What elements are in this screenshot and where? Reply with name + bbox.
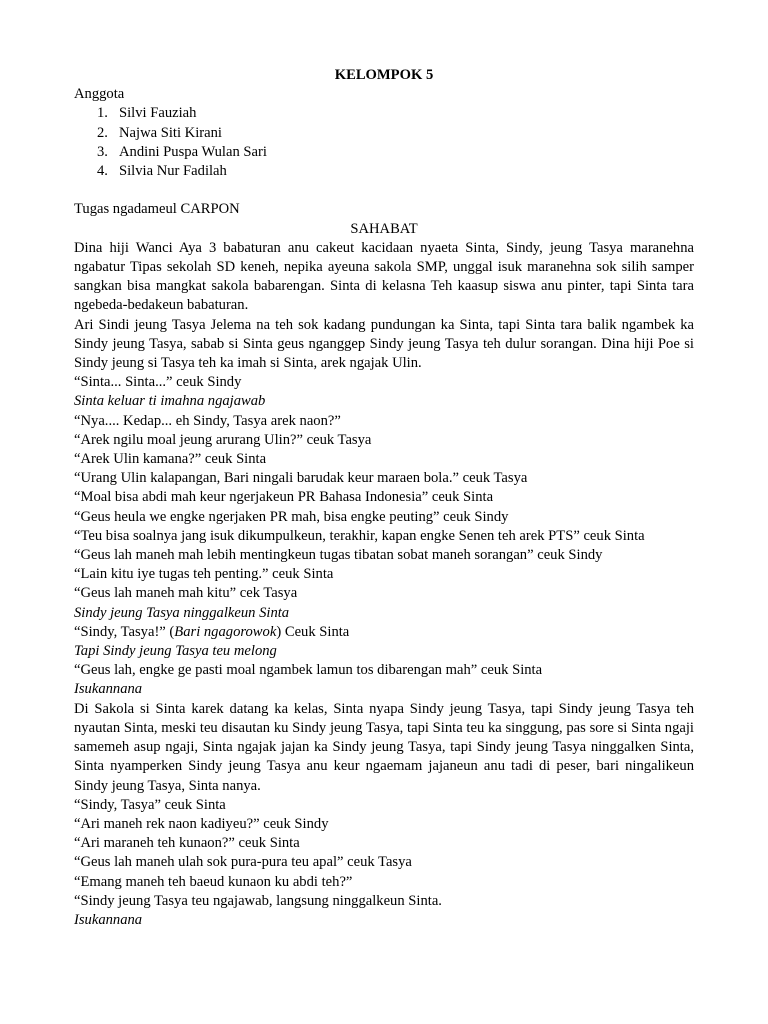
dialogue-line: “Lain kitu iye tugas teh penting.” ceuk Sinta <box>74 566 334 583</box>
dialogue-part: ) Ceuk Sinta <box>276 623 350 640</box>
member-item <box>74 104 694 123</box>
member-name: Silvia Nur Fadilah <box>119 163 227 180</box>
members-list <box>74 104 694 181</box>
dialogue-line: “Urang Ulin kalapangan, Bari ningali barudak keur maraen bola.” ceuk Tasya <box>74 470 528 487</box>
dialogue-line: “Ari maraneh teh kunaon?” ceuk Sinta <box>74 835 300 852</box>
dialogue-line: “Emang maneh teh baeud kunaon ku abdi teh?” <box>74 873 353 890</box>
dialogue-line: “Geus lah, engke ge pasti moal ngambek lamun tos dibarengan mah” ceuk Sinta <box>74 662 543 679</box>
task-line: Tugas ngadameul CARPON <box>74 201 240 218</box>
spacer <box>74 181 694 200</box>
dialogue-part: “Sindy, Tasya!” ( <box>74 623 175 640</box>
narration-line: Sinta keluar ti imahna ngajawab <box>74 393 266 410</box>
story-paragraph: Ari Sindi jeung Tasya Jelema na teh sok kadang pundungan ka Sinta, tapi Sinta tara balik ngambek ka Sindy jeung Tasya, sabab si Sinta geus nganggep Sindy jeung Tasya teh dulur sorangan. Dina hiji Poe si Sindy jeung si Tasya teh ka imah si Sinta, arek ngajak Ulin. <box>74 316 694 372</box>
narration-line: Tapi Sindy jeung Tasya teu melong <box>74 643 277 660</box>
narration-line: Isukannana <box>74 681 143 698</box>
member-number: 1. <box>97 105 108 122</box>
member-number: 4. <box>97 163 108 180</box>
dialogue-line: “Moal bisa abdi mah keur ngerjakeun PR Bahasa Indonesia” ceuk Sinta <box>74 489 494 506</box>
document-page <box>74 66 694 930</box>
member-name: Andini Puspa Wulan Sari <box>119 143 267 160</box>
dialogue-line: “Ari maneh rek naon kadiyeu?” ceuk Sindy <box>74 815 329 832</box>
dialogue-line: “Geus lah maneh mah lebih mentingkeun tugas tibatan sobat maneh sorangan” ceuk Sindy <box>74 547 603 564</box>
dialogue-line: “Geus heula we engke ngerjaken PR mah, bisa engke peuting” ceuk Sindy <box>74 508 509 525</box>
narration-line: Sindy jeung Tasya ninggalkeun Sinta <box>74 604 290 621</box>
member-item <box>74 143 694 162</box>
dialogue-line <box>74 623 694 642</box>
member-item <box>74 124 694 143</box>
dialogue-line: “Sindy, Tasya” ceuk Sinta <box>74 796 226 813</box>
dialogue-aside: Bari ngagorowok <box>174 623 277 640</box>
story-paragraph: Di Sakola si Sinta karek datang ka kelas, Sinta nyapa Sindy jeung Tasya, tapi Sindy jeung Tasya teh nyautan Sinta, meski teu disautan ku Sindy jeung Tasya, tapi Sinta teu ka singgung, pas sore si Sinta ngaji samemeh asup ngaji, Sinta ngajak jajan ka Sindy jeung Tasya, tapi Sindy jeung Tasya ninggalken Sinta, Sinta nyamperken Sindy jeung Tasya anu keur ngaemam jajaneun anu tadi di peser, bari ningalikeun Sindy jeung Tasya, Sinta nanya. <box>74 700 694 794</box>
dialogue-line: “Geus lah maneh mah kitu” cek Tasya <box>74 585 298 602</box>
dialogue-line: “Arek Ulin kamana?” ceuk Sinta <box>74 451 267 468</box>
story-paragraph: Dina hiji Wanci Aya 3 babaturan anu cakeut kacidaan nyaeta Sinta, Sindy, jeung Tasya maranehna ngabatur Tipas sekolah SD keneh, nepika ayeuna sakola SMP, unggal isuk maranehna sok silih samper sangkan bisa mangkat sakola babarengan. Sinta di kelasna Teh kaasup siswa anu pinter, tapi Sinta tara ngebeda-bedakeun babaturan. <box>74 239 694 314</box>
dialogue-line: “Geus lah maneh ulah sok pura-pura teu apal” ceuk Tasya <box>74 854 412 871</box>
dialogue-line: “Sinta... Sinta...” ceuk Sindy <box>74 374 242 391</box>
members-label: Anggota <box>74 86 125 103</box>
document-heading: KELOMPOK 5 <box>334 67 434 83</box>
dialogue-line: “Nya.... Kedap... eh Sindy, Tasya arek naon?” <box>74 412 341 429</box>
dialogue-line: “Arek ngilu moal jeung arurang Ulin?” ceuk Tasya <box>74 431 372 448</box>
member-name: Silvi Fauziah <box>119 105 197 122</box>
story-title: SAHABAT <box>350 220 418 237</box>
dialogue-line: “Teu bisa soalnya jang isuk dikumpulkeun, terakhir, kapan engke Senen teh arek PTS” ceuk Sinta <box>74 527 645 544</box>
member-name: Najwa Siti Kirani <box>119 124 222 141</box>
member-number: 3. <box>97 143 108 160</box>
member-number: 2. <box>97 124 108 141</box>
member-item <box>74 162 694 181</box>
narration-line: Isukannana <box>74 911 143 928</box>
dialogue-line: “Sindy jeung Tasya teu ngajawab, langsung ninggalkeun Sinta. <box>74 892 442 909</box>
